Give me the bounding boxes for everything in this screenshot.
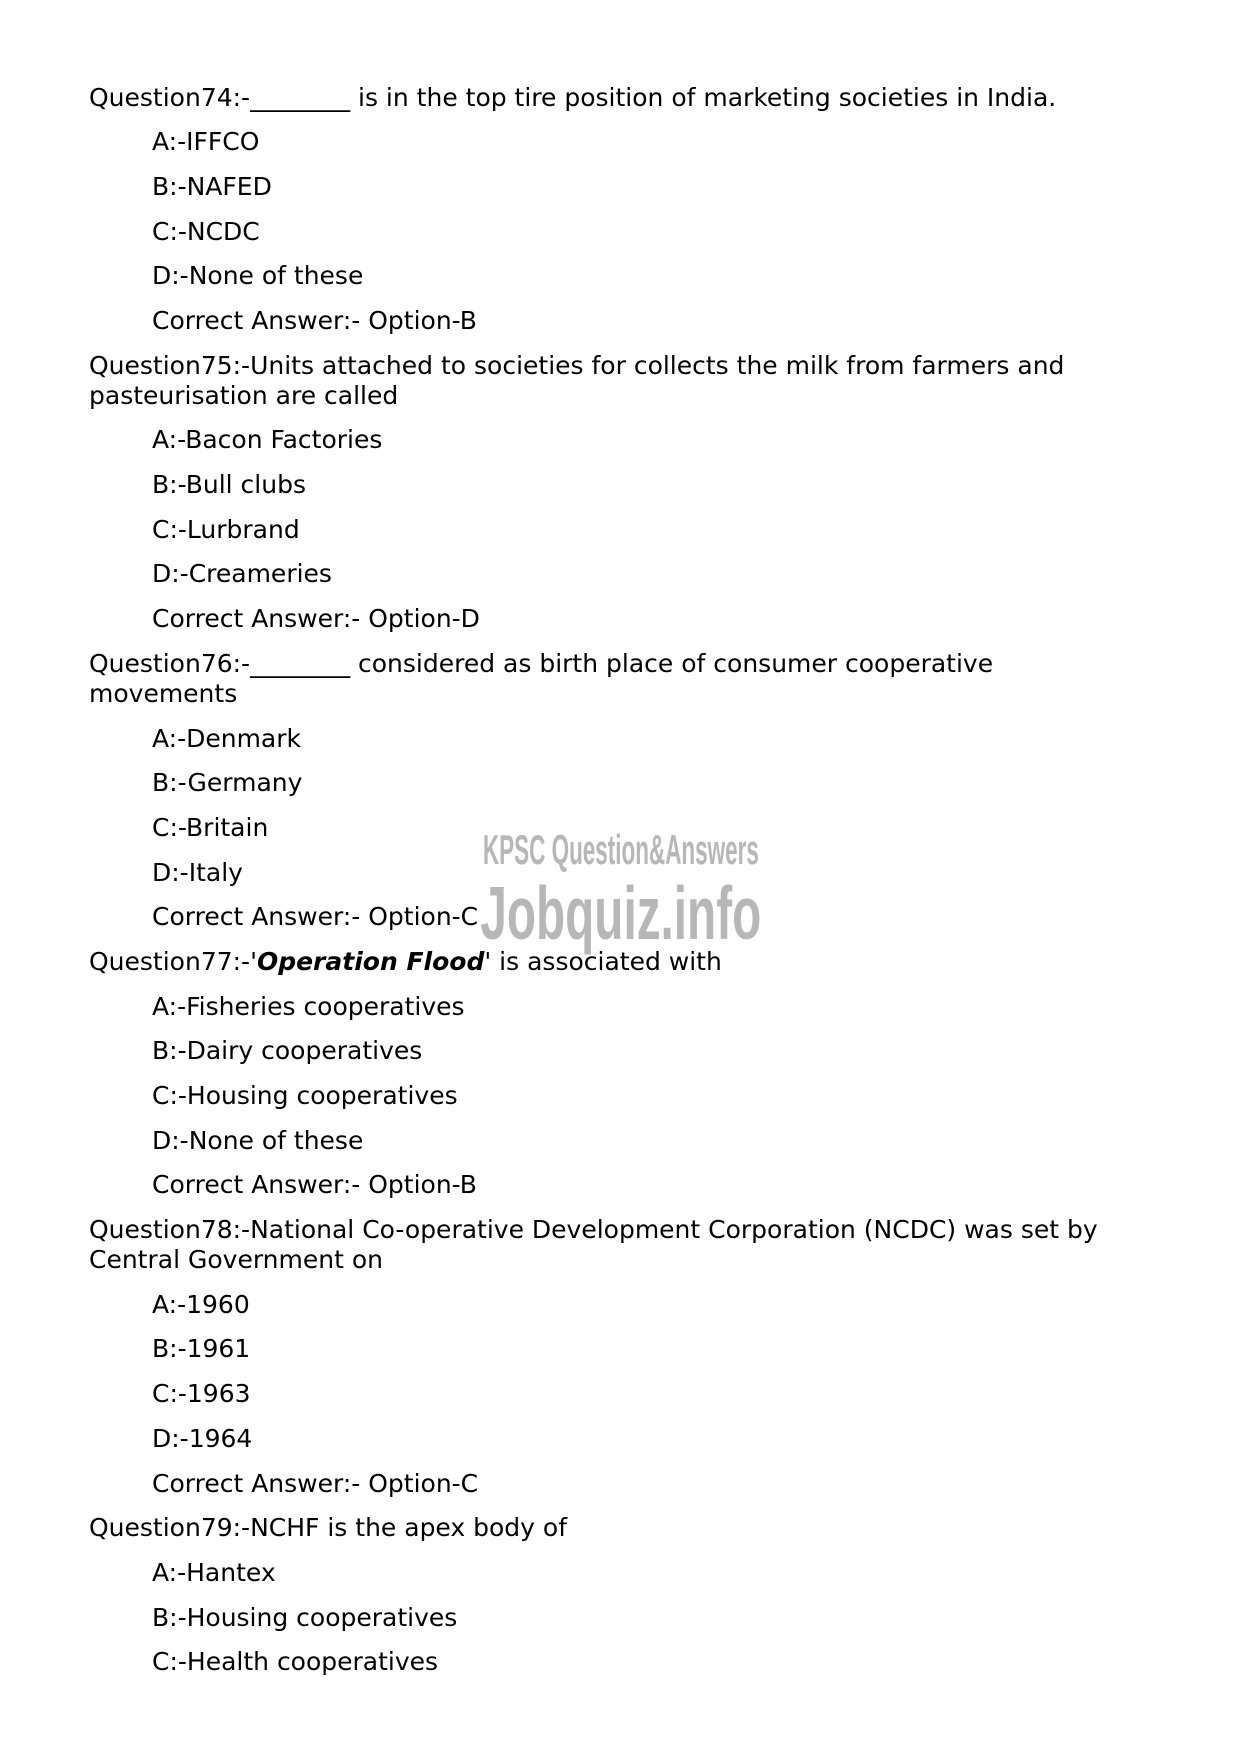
question-text-line: Question76:-________ considered as birth place of consumer cooperative [89,649,994,679]
option-d: D:-1964 [152,1423,253,1453]
question-list [89,76,1209,1685]
question-text-suffix: ' is associated with [484,946,722,976]
option-d: D:-None of these [152,261,364,291]
correct-answer: Correct Answer:- Option-B [152,306,477,336]
option-a: A:-Bacon Factories [152,425,383,455]
question-78 [89,1208,1209,1506]
option-b: B:-Dairy cooperatives [152,1036,423,1066]
option-c: C:-Britain [152,812,269,842]
option-c: C:-1963 [152,1379,251,1409]
question-text [89,940,1209,985]
question-text-line: Question78:-National Co-operative Development Corporation (NCDC) was set by [89,1215,1098,1245]
question-77 [89,940,1209,1208]
question-text [89,1208,1209,1283]
question-text-line: Question75:-Units attached to societies for collects the milk from farmers and [89,351,1065,381]
watermark-logo-text: Jobquiz.info [480,871,762,955]
correct-answer: Correct Answer:- Option-B [152,1170,477,1200]
watermark-text: KPSC Question&Answers [483,826,759,873]
option-b: B:-Bull clubs [152,470,306,500]
correct-answer: Correct Answer:- Option-C [152,902,479,932]
option-c: C:-Health cooperatives [152,1647,439,1677]
option-a: A:-1960 [152,1289,250,1319]
option-a: A:-IFFCO [152,127,260,157]
option-c: C:-Housing cooperatives [152,1081,458,1111]
option-d: D:-Italy [152,857,243,887]
correct-answer: Correct Answer:- Option-D [152,604,480,634]
question-75 [89,344,1209,642]
question-text-line: movements [89,679,238,709]
question-text-line: Central Government on [89,1245,383,1275]
question-76 [89,642,1209,940]
option-a: A:-Denmark [152,723,302,753]
emphasized-term: Operation Flood [256,946,485,976]
option-c: C:-Lurbrand [152,514,300,544]
option-a: A:-Hantex [152,1557,276,1587]
question-text [89,344,1209,419]
option-b: B:-Germany [152,768,303,798]
question-text: Question79:-NCHF is the apex body of [89,1513,567,1543]
option-b: B:-NAFED [152,171,272,201]
question-text [89,642,1209,717]
option-d: D:-Creameries [152,559,332,589]
question-79 [89,1506,1209,1685]
option-c: C:-NCDC [152,216,260,246]
option-b: B:-Housing cooperatives [152,1602,458,1632]
question-74 [89,76,1209,344]
question-text-line: pasteurisation are called [89,381,399,411]
correct-answer: Correct Answer:- Option-C [152,1468,479,1498]
question-text: Question74:-________ is in the top tire position of marketing societies in India. [89,82,1057,112]
option-a: A:-Fisheries cooperatives [152,991,465,1021]
option-b: B:-1961 [152,1334,251,1364]
question-text-prefix: Question77:-' [89,946,257,976]
option-d: D:-None of these [152,1125,364,1155]
